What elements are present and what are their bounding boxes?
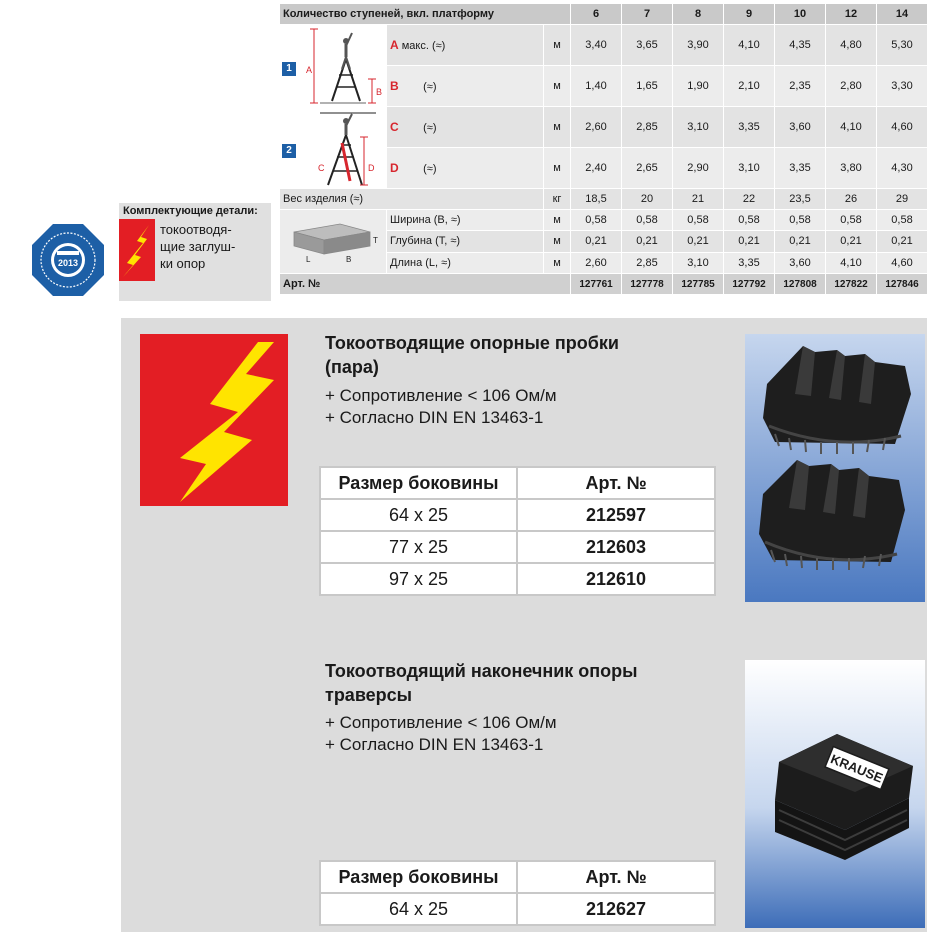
row-letter-c: C <box>390 120 399 134</box>
package-box-icon <box>280 210 387 270</box>
spec-header-row <box>280 4 927 25</box>
value-cell: 0,58 <box>877 210 927 231</box>
figure-badge-1: 1 <box>282 62 296 76</box>
unit: м <box>544 231 571 252</box>
value-cell: 0,58 <box>622 210 673 231</box>
header-article: Арт. № <box>517 861 715 893</box>
lightning-bolt-icon <box>119 219 155 281</box>
value-cell: 1,90 <box>673 66 724 107</box>
value-cell: 4,10 <box>826 252 877 273</box>
article-cell: 212597 <box>517 499 715 531</box>
table-row <box>320 499 715 531</box>
value-cell: 3,10 <box>673 107 724 148</box>
value-cell: 23,5 <box>775 189 826 210</box>
value-cell: 0,21 <box>673 231 724 252</box>
value-cell: 3,60 <box>775 107 826 148</box>
steps-header: 8 <box>673 4 724 25</box>
dim-label: Ширина (B, ≈) <box>387 210 544 231</box>
value-cell: 4,10 <box>826 107 877 148</box>
row-letter-d: D <box>390 161 399 175</box>
value-cell: 29 <box>877 189 927 210</box>
spec-row-article <box>280 274 927 295</box>
value-cell: 3,65 <box>622 25 673 66</box>
spec-row-c <box>280 107 927 148</box>
header-article: Арт. № <box>517 467 715 499</box>
value-cell: 2,65 <box>622 148 673 189</box>
traverse-tip-photo <box>745 660 925 928</box>
steps-header: 9 <box>724 4 775 25</box>
value-cell: 0,21 <box>775 231 826 252</box>
value-cell: 20 <box>622 189 673 210</box>
spec-table <box>279 3 927 295</box>
box-figure <box>280 210 387 274</box>
value-cell: 2,85 <box>622 107 673 148</box>
value-cell: 0,58 <box>826 210 877 231</box>
value-cell: 2,10 <box>724 66 775 107</box>
table-row <box>320 893 715 925</box>
feature-item: + Сопротивление < 106 Ом/м <box>325 713 557 732</box>
value-cell: 0,21 <box>826 231 877 252</box>
lightning-bolt-icon <box>140 334 288 506</box>
unit: м <box>544 66 571 107</box>
table-header-row <box>320 467 715 499</box>
value-cell: 0,58 <box>724 210 775 231</box>
steps-header: 10 <box>775 4 826 25</box>
value-cell: 22 <box>724 189 775 210</box>
unit: м <box>544 107 571 148</box>
header-size: Размер боковины <box>320 467 517 499</box>
value-cell: 1,65 <box>622 66 673 107</box>
size-cell: 64 x 25 <box>320 499 517 531</box>
feature-item: + Сопротивление < 106 Ом/м <box>325 386 557 405</box>
spec-row-width <box>280 210 927 231</box>
dim-label: Длина (L, ≈) <box>387 252 544 273</box>
value-cell: 2,80 <box>826 66 877 107</box>
article-cell: 127785 <box>673 274 724 295</box>
value-cell: 3,35 <box>775 148 826 189</box>
article-cell: 127778 <box>622 274 673 295</box>
value-cell: 4,10 <box>724 25 775 66</box>
ladder-figure-2 <box>280 107 387 189</box>
value-cell: 3,35 <box>724 252 775 273</box>
product1-table <box>319 466 716 596</box>
value-cell: 3,60 <box>775 252 826 273</box>
article-cell: 212627 <box>517 893 715 925</box>
article-cell: 212610 <box>517 563 715 595</box>
unit: м <box>544 252 571 273</box>
value-cell: 4,80 <box>826 25 877 66</box>
value-cell: 0,58 <box>673 210 724 231</box>
row-letter-b: B <box>390 79 399 93</box>
value-cell: 3,40 <box>571 25 622 66</box>
ladder-figure-1 <box>280 25 387 107</box>
product1-title-line: Токоотводящие опорные пробки <box>325 333 619 353</box>
value-cell: 2,60 <box>571 107 622 148</box>
box-label-b: B <box>346 255 352 264</box>
foot-plugs-photo <box>745 334 925 602</box>
weight-label: Вес изделия (≈) <box>280 189 544 210</box>
fig-label-a: A <box>306 65 313 75</box>
value-cell: 3,90 <box>673 25 724 66</box>
ladder-diagram-icon <box>280 107 387 189</box>
spec-row-weight <box>280 189 927 210</box>
value-cell: 2,35 <box>775 66 826 107</box>
value-cell: 2,40 <box>571 148 622 189</box>
article-cell: 127822 <box>826 274 877 295</box>
value-cell: 2,90 <box>673 148 724 189</box>
figure-badge-2: 2 <box>282 144 296 158</box>
size-cell: 77 x 25 <box>320 531 517 563</box>
product1-title <box>325 331 619 379</box>
row-label-c: (≈) <box>423 122 437 134</box>
feature-item: + Согласно DIN EN 13463-1 <box>325 408 544 427</box>
article-cell: 127808 <box>775 274 826 295</box>
accessories-line: щие заглуш- <box>160 239 236 254</box>
ladder-diagram-icon <box>280 25 387 107</box>
fig-label-b: B <box>376 87 383 97</box>
value-cell: 3,35 <box>724 107 775 148</box>
article-cell: 212603 <box>517 531 715 563</box>
product2-title-line: траверсы <box>325 685 413 705</box>
product2-table <box>319 860 716 926</box>
steps-header: 14 <box>877 4 927 25</box>
value-cell: 4,60 <box>877 107 927 148</box>
value-cell: 0,58 <box>571 210 622 231</box>
value-cell: 3,10 <box>724 148 775 189</box>
steps-header: 12 <box>826 4 877 25</box>
dim-label: Глубина (T, ≈) <box>387 231 544 252</box>
product2-title-line: Токоотводящий наконечник опоры <box>325 661 638 681</box>
article-cell: 127792 <box>724 274 775 295</box>
fig-label-d: D <box>368 163 375 173</box>
size-cell: 64 x 25 <box>320 893 517 925</box>
value-cell: 4,30 <box>877 148 927 189</box>
article-cell: 127761 <box>571 274 622 295</box>
value-cell: 3,10 <box>673 252 724 273</box>
table-row <box>320 563 715 595</box>
value-cell: 26 <box>826 189 877 210</box>
unit: кг <box>544 189 571 210</box>
steps-header: 6 <box>571 4 622 25</box>
feature-item: + Согласно DIN EN 13463-1 <box>325 735 544 754</box>
accessories-box <box>119 203 271 301</box>
accessories-title: Комплектующие детали: <box>123 205 258 217</box>
value-cell: 4,60 <box>877 252 927 273</box>
product1-title-line: (пара) <box>325 357 379 377</box>
value-cell: 2,85 <box>622 252 673 273</box>
value-cell: 3,30 <box>877 66 927 107</box>
value-cell: 2,60 <box>571 252 622 273</box>
accessories-line: токоотводя- <box>160 222 232 237</box>
row-label-b: (≈) <box>423 81 437 93</box>
product1-features <box>325 385 557 429</box>
row-label-d: (≈) <box>423 163 437 175</box>
box-label-l: L <box>306 255 311 264</box>
box-label-t: T <box>373 236 378 245</box>
header-size: Размер боковины <box>320 861 517 893</box>
accessories-text <box>160 221 235 272</box>
value-cell: 0,21 <box>571 231 622 252</box>
seal-year: 2013 <box>57 258 79 268</box>
unit: м <box>544 25 571 66</box>
size-cell: 97 x 25 <box>320 563 517 595</box>
article-label: Арт. № <box>280 274 571 295</box>
value-cell: 0,58 <box>775 210 826 231</box>
value-cell: 1,40 <box>571 66 622 107</box>
accessories-line: ки опор <box>160 256 206 271</box>
table-row <box>320 531 715 563</box>
value-cell: 5,30 <box>877 25 927 66</box>
table-header-row <box>320 861 715 893</box>
row-label-a: макс. (≈) <box>401 40 446 52</box>
value-cell: 4,35 <box>775 25 826 66</box>
value-cell: 3,80 <box>826 148 877 189</box>
brand-logo: KRAUSE <box>828 751 886 786</box>
unit: м <box>544 210 571 231</box>
value-cell: 18,5 <box>571 189 622 210</box>
certification-seal-icon <box>30 222 106 298</box>
unit: м <box>544 148 571 189</box>
article-cell: 127846 <box>877 274 927 295</box>
spec-row-a <box>280 25 927 66</box>
product2-features <box>325 712 557 756</box>
value-cell: 21 <box>673 189 724 210</box>
steps-header-label: Количество ступеней, вкл. платформу <box>280 4 571 25</box>
row-letter-a: A <box>390 38 399 52</box>
steps-header: 7 <box>622 4 673 25</box>
fig-label-c: C <box>318 163 325 173</box>
value-cell: 0,21 <box>622 231 673 252</box>
value-cell: 0,21 <box>877 231 927 252</box>
product2-title <box>325 659 638 707</box>
value-cell: 0,21 <box>724 231 775 252</box>
